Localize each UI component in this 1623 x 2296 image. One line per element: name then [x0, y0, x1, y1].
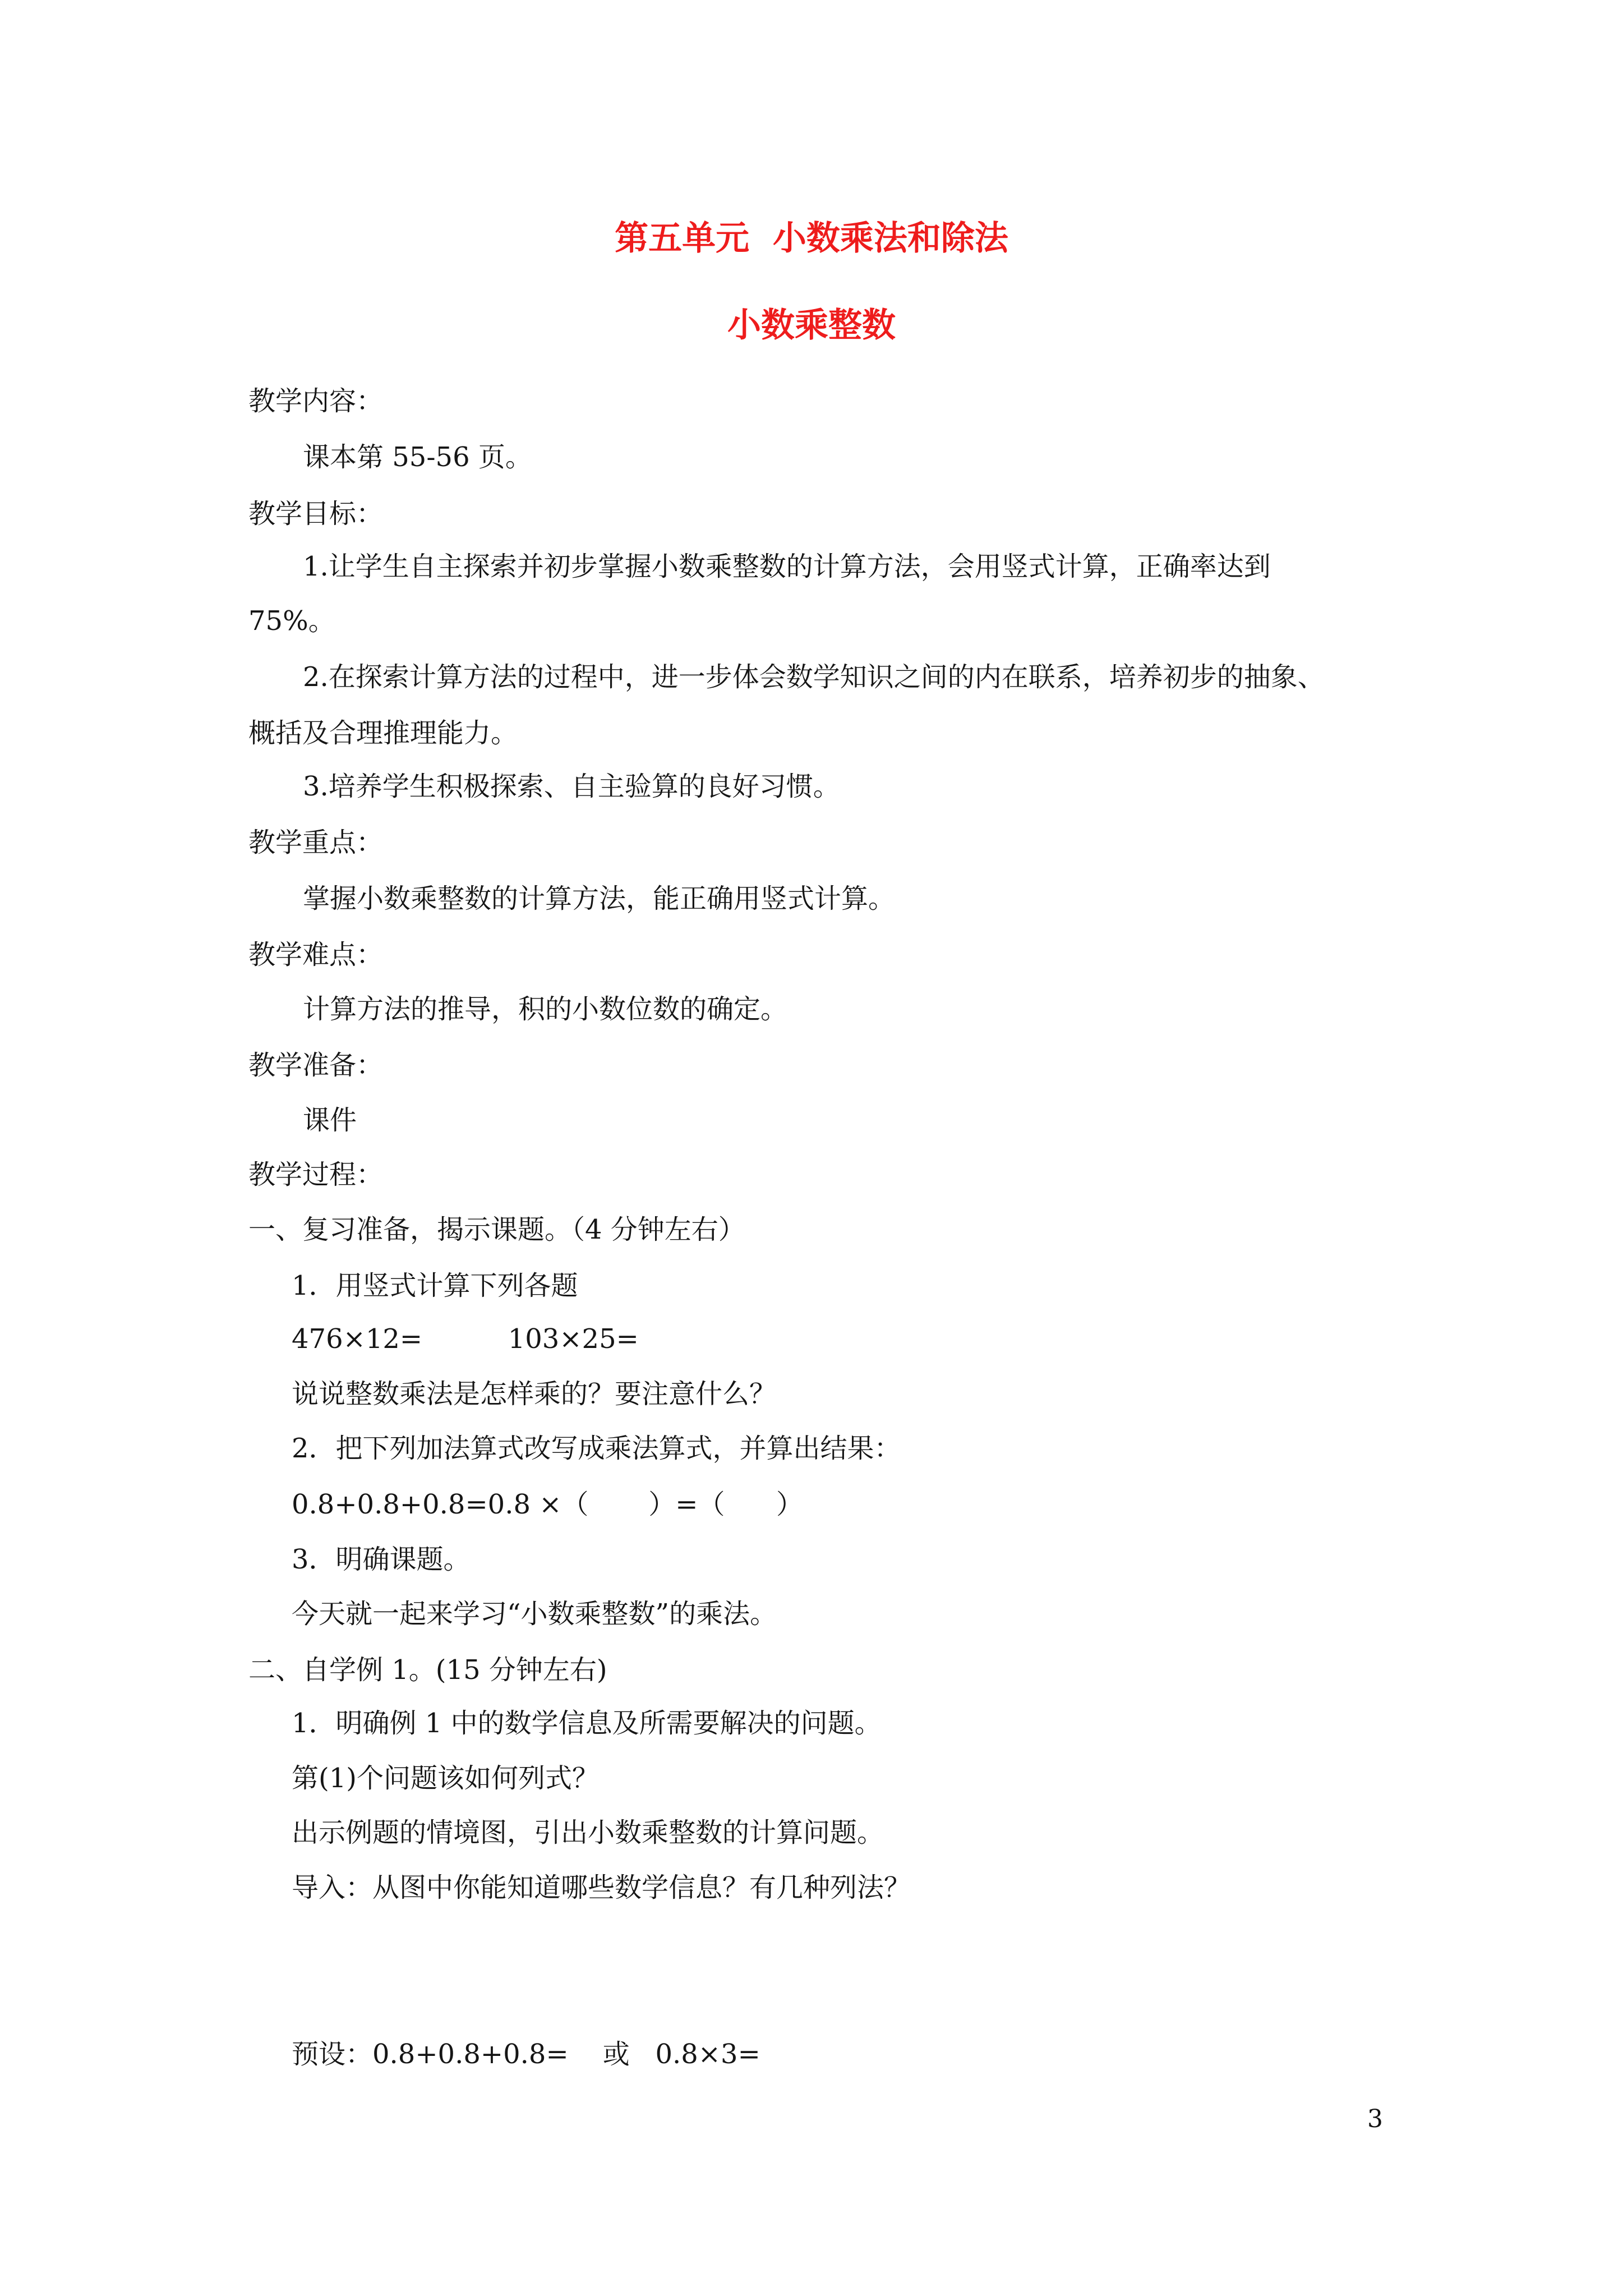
- conversion-exercise: 0.8+0.8+0.8=0.8 ×（ ）=（ ）: [292, 1489, 804, 1520]
- exercise-expressions: 476×12= 103×25=: [292, 1323, 639, 1355]
- heading-key-points: 教学重点：: [248, 827, 384, 858]
- lesson-title: 小数乘整数: [727, 306, 896, 345]
- heading-content: 教学内容：: [248, 385, 384, 417]
- page-number: 3: [1367, 2105, 1383, 2133]
- question-1: 第(1)个问题该如何列式？: [292, 1763, 599, 1794]
- topic-intro: 今天就一起来学习“小数乘整数”的乘法。: [292, 1598, 777, 1630]
- preset-answers: 预设：0.8+0.8+0.8= 或 0.8×3=: [292, 2039, 760, 2070]
- step-1: 1．用竖式计算下列各题: [292, 1270, 578, 1301]
- discussion-question: 说说整数乘法是怎样乘的？要注意什么？: [292, 1378, 777, 1410]
- objective-1: 1.让学生自主探索并初步掌握小数乘整数的计算方法，会用竖式计算，正确率达到: [303, 551, 1271, 582]
- show-scenario: 出示例题的情境图，引出小数乘整数的计算问题。: [292, 1817, 884, 1848]
- objective-2: 2.在探索计算方法的过程中，进一步体会数学知识之间的内在联系，培养初步的抽象、: [303, 661, 1325, 693]
- section-2-heading: 二、自学例 1。(15 分钟左右): [248, 1654, 607, 1686]
- preparation-text: 课件: [303, 1105, 357, 1136]
- unit-title: 第五单元 小数乘法和除法: [615, 219, 1008, 258]
- heading-process: 教学过程：: [248, 1159, 384, 1190]
- lead-in-question: 导入：从图中你能知道哪些数学信息？有几种列法？: [292, 1872, 911, 1903]
- example-step-1: 1．明确例 1 中的数学信息及所需要解决的问题。: [292, 1708, 882, 1739]
- objective-3: 3.培养学生积极探索、自主验算的良好习惯。: [303, 771, 840, 802]
- heading-difficulties: 教学难点：: [248, 939, 384, 970]
- section-1-heading: 一、复习准备，揭示课题。（4 分钟左右）: [248, 1214, 745, 1245]
- objective-2-cont: 概括及合理推理能力。: [248, 717, 518, 749]
- objective-1-cont: 75%。: [248, 605, 335, 637]
- heading-objectives: 教学目标：: [248, 498, 384, 530]
- step-3: 3．明确课题。: [292, 1544, 471, 1575]
- heading-preparation: 教学准备：: [248, 1050, 384, 1081]
- step-2: 2．把下列加法算式改写成乘法算式，并算出结果：: [292, 1433, 901, 1464]
- key-points-text: 掌握小数乘整数的计算方法，能正确用竖式计算。: [303, 883, 896, 914]
- difficulties-text: 计算方法的推导，积的小数位数的确定。: [303, 993, 788, 1025]
- content-text: 课本第 55-56 页。: [303, 441, 532, 473]
